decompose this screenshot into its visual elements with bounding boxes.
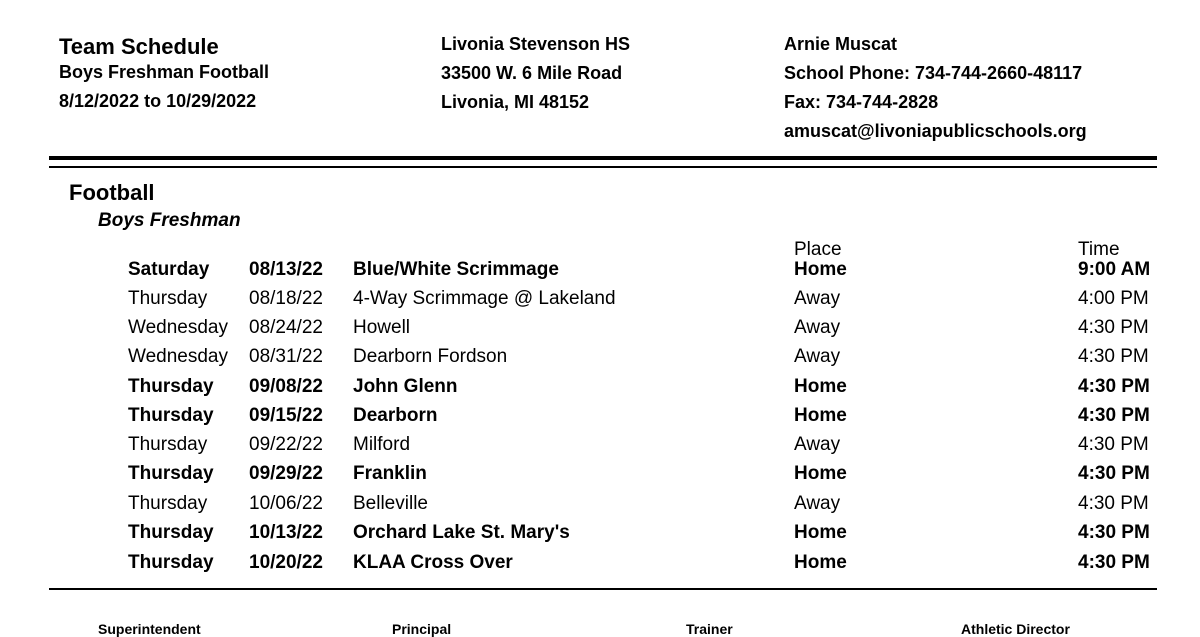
game-place: Away xyxy=(794,288,841,309)
game-place: Home xyxy=(794,522,847,543)
address-line1: 33500 W. 6 Mile Road xyxy=(441,63,623,83)
game-opponent: KLAA Cross Over xyxy=(353,552,513,573)
game-time: 4:30 PM xyxy=(1078,376,1150,397)
game-time: 4:30 PM xyxy=(1078,317,1149,338)
date-range: 8/12/2022 to 10/29/2022 xyxy=(59,91,257,111)
game-day: Thursday xyxy=(128,288,208,309)
game-day: Thursday xyxy=(128,434,208,455)
game-opponent: Blue/White Scrimmage xyxy=(353,259,559,280)
header-divider-thick xyxy=(49,156,1157,160)
table-row xyxy=(0,401,1200,430)
game-day: Saturday xyxy=(128,259,210,280)
contact-info xyxy=(784,30,1087,146)
game-place: Home xyxy=(794,259,847,280)
table-row xyxy=(0,255,1200,284)
school-info xyxy=(441,30,630,117)
contact-phone: School Phone: 734-744-2660-48117 xyxy=(784,63,1083,83)
superintendent-label: Superintendent xyxy=(98,621,201,637)
team-info xyxy=(59,34,269,116)
game-opponent: Howell xyxy=(353,317,411,338)
game-date: 08/24/22 xyxy=(249,317,323,338)
game-opponent: 4-Way Scrimmage @ Lakeland xyxy=(353,288,616,309)
game-time: 4:30 PM xyxy=(1078,522,1150,543)
game-time: 4:30 PM xyxy=(1078,493,1149,514)
game-place: Home xyxy=(794,376,847,397)
game-time: 4:30 PM xyxy=(1078,346,1149,367)
game-opponent: Belleville xyxy=(353,493,428,514)
game-day: Thursday xyxy=(128,552,214,573)
athletic-director-label: Athletic Director xyxy=(961,621,1070,637)
trainer-label: Trainer xyxy=(686,621,733,637)
address-line2: Livonia, MI 48152 xyxy=(441,92,590,112)
game-date: 10/13/22 xyxy=(249,522,323,543)
game-day: Wednesday xyxy=(128,346,228,367)
sport-heading: Football xyxy=(69,180,155,205)
table-row xyxy=(0,313,1200,342)
table-row xyxy=(0,284,1200,313)
game-day: Thursday xyxy=(128,522,214,543)
game-date: 10/06/22 xyxy=(249,493,323,514)
game-opponent: Orchard Lake St. Mary's xyxy=(353,522,570,543)
game-time: 4:30 PM xyxy=(1078,434,1149,455)
game-day: Wednesday xyxy=(128,317,228,338)
table-row xyxy=(0,548,1200,577)
table-row xyxy=(0,489,1200,518)
game-date: 10/20/22 xyxy=(249,552,323,573)
game-time: 4:00 PM xyxy=(1078,288,1149,309)
game-date: 09/22/22 xyxy=(249,434,323,455)
game-place: Away xyxy=(794,346,841,367)
page-title: Team Schedule xyxy=(59,34,219,59)
game-date: 09/15/22 xyxy=(249,405,323,426)
table-row xyxy=(0,342,1200,371)
game-time: 4:30 PM xyxy=(1078,405,1150,426)
contact-name: Arnie Muscat xyxy=(784,34,898,54)
game-place: Home xyxy=(794,552,847,573)
game-day: Thursday xyxy=(128,463,214,484)
game-opponent: Dearborn Fordson xyxy=(353,346,508,367)
contact-email[interactable]: amuscat@livoniapublicschools.org xyxy=(784,121,1087,141)
game-day: Thursday xyxy=(128,405,214,426)
time-column-header: Time xyxy=(1078,239,1120,260)
game-opponent: Franklin xyxy=(353,463,427,484)
table-row xyxy=(0,372,1200,401)
game-date: 09/29/22 xyxy=(249,463,323,484)
game-opponent: Milford xyxy=(353,434,411,455)
header-divider-thin xyxy=(49,166,1157,168)
game-place: Home xyxy=(794,463,847,484)
team-name: Boys Freshman Football xyxy=(59,62,270,82)
place-column-header: Place xyxy=(794,239,842,260)
game-date: 08/18/22 xyxy=(249,288,323,309)
game-date: 08/13/22 xyxy=(249,259,323,280)
game-date: 08/31/22 xyxy=(249,346,323,367)
table-row xyxy=(0,430,1200,459)
principal-label: Principal xyxy=(392,621,452,637)
game-opponent: John Glenn xyxy=(353,376,458,397)
game-place: Away xyxy=(794,317,841,338)
game-place: Away xyxy=(794,493,841,514)
game-opponent: Dearborn xyxy=(353,405,438,426)
game-time: 4:30 PM xyxy=(1078,463,1150,484)
table-row xyxy=(0,518,1200,547)
game-place: Home xyxy=(794,405,847,426)
contact-fax: Fax: 734-744-2828 xyxy=(784,92,939,112)
table-row xyxy=(0,459,1200,488)
school-name: Livonia Stevenson HS xyxy=(441,34,631,54)
game-time: 4:30 PM xyxy=(1078,552,1150,573)
game-time: 9:00 AM xyxy=(1078,259,1151,280)
level-heading: Boys Freshman xyxy=(98,210,241,231)
game-day: Thursday xyxy=(128,376,214,397)
game-day: Thursday xyxy=(128,493,208,514)
game-date: 09/08/22 xyxy=(249,376,323,397)
game-place: Away xyxy=(794,434,841,455)
footer-divider xyxy=(49,588,1157,590)
